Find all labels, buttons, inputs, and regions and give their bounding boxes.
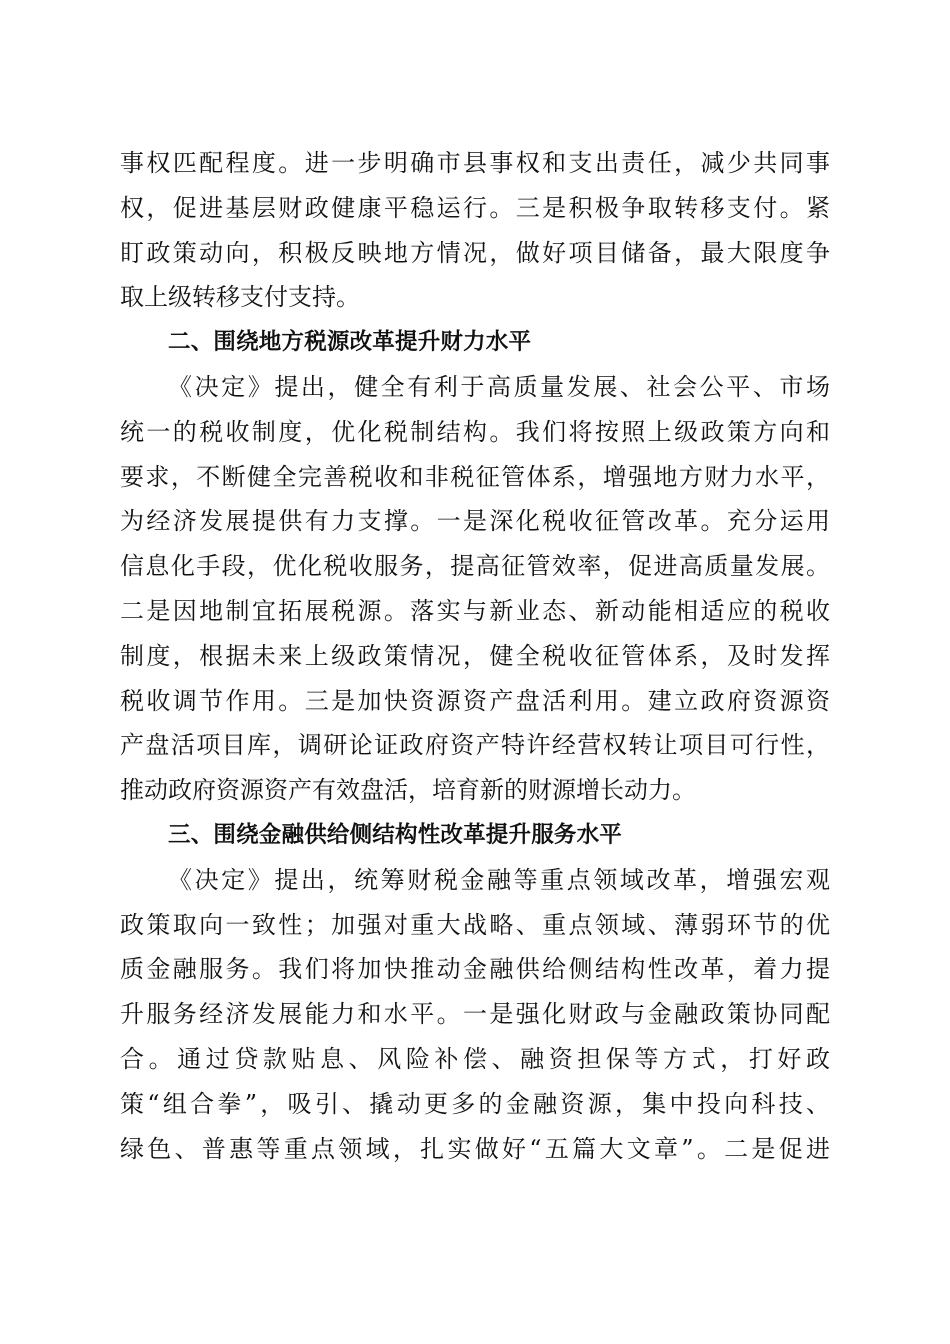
paragraph-line: 取上级转移支付支持。	[120, 283, 360, 312]
document-body	[120, 141, 830, 1171]
paragraph-line: 产盘活项目库，调研论证政府资产特许经营权转让项目可行性，	[120, 731, 830, 760]
paragraph-line: 统一的税收制度，优化税制结构。我们将按照上级政策方向和	[120, 417, 830, 446]
paragraph-line: 合。通过贷款贴息、风险补偿、融资担保等方式，打好政	[120, 1044, 830, 1073]
paragraph-line: 策“组合拳”，吸引、撬动更多的金融资源，集中投向科技、	[120, 1089, 830, 1118]
paragraph-line: 政策取向一致性；加强对重大战略、重点领域、薄弱环节的优	[120, 910, 830, 939]
paragraph-line: 推动政府资源资产有效盘活，培育新的财源增长动力。	[120, 776, 696, 805]
paragraph-line: 税收调节作用。三是加快资源资产盘活利用。建立政府资源资	[120, 686, 830, 715]
paragraph-line: 事权匹配程度。进一步明确市县事权和支出责任，减少共同事	[120, 149, 830, 177]
paragraph-line: 信息化手段，优化税收服务，提高征管效率，促进高质量发展。	[120, 552, 830, 581]
paragraph-line: 绿色、普惠等重点领域，扎实做好“五篇大文章”。二是促进	[120, 1134, 830, 1163]
paragraph-line: 升服务经济发展能力和水平。一是强化财政与金融政策协同配	[120, 1000, 830, 1029]
section-heading-3: 三、围绕金融供给侧结构性改革提升服务水平	[168, 821, 623, 848]
paragraph-line: 《决定》提出，健全有利于高质量发展、社会公平、市场	[168, 372, 830, 401]
paragraph-line: 权，促进基层财政健康平稳运行。三是积极争取转移支付。紧	[120, 193, 830, 222]
paragraph-line: 制度，根据未来上级政策情况，健全税收征管体系，及时发挥	[120, 641, 830, 670]
paragraph-line: 为经济发展提供有力支撑。一是深化税收征管改革。充分运用	[120, 507, 830, 536]
paragraph-line: 盯政策动向，积极反映地方情况，做好项目储备，最大限度争	[120, 238, 830, 267]
paragraph-line: 要求，不断健全完善税收和非税征管体系，增强地方财力水平，	[120, 462, 830, 491]
section-heading-2: 二、围绕地方税源改革提升财力水平	[168, 329, 532, 356]
paragraph-line: 质金融服务。我们将加快推动金融供给侧结构性改革，着力提	[120, 955, 830, 984]
paragraph-line: 二是因地制宜拓展税源。落实与新业态、新动能相适应的税收	[120, 596, 830, 625]
paragraph-line: 《决定》提出，统筹财税金融等重点领域改革，增强宏观	[168, 865, 830, 894]
